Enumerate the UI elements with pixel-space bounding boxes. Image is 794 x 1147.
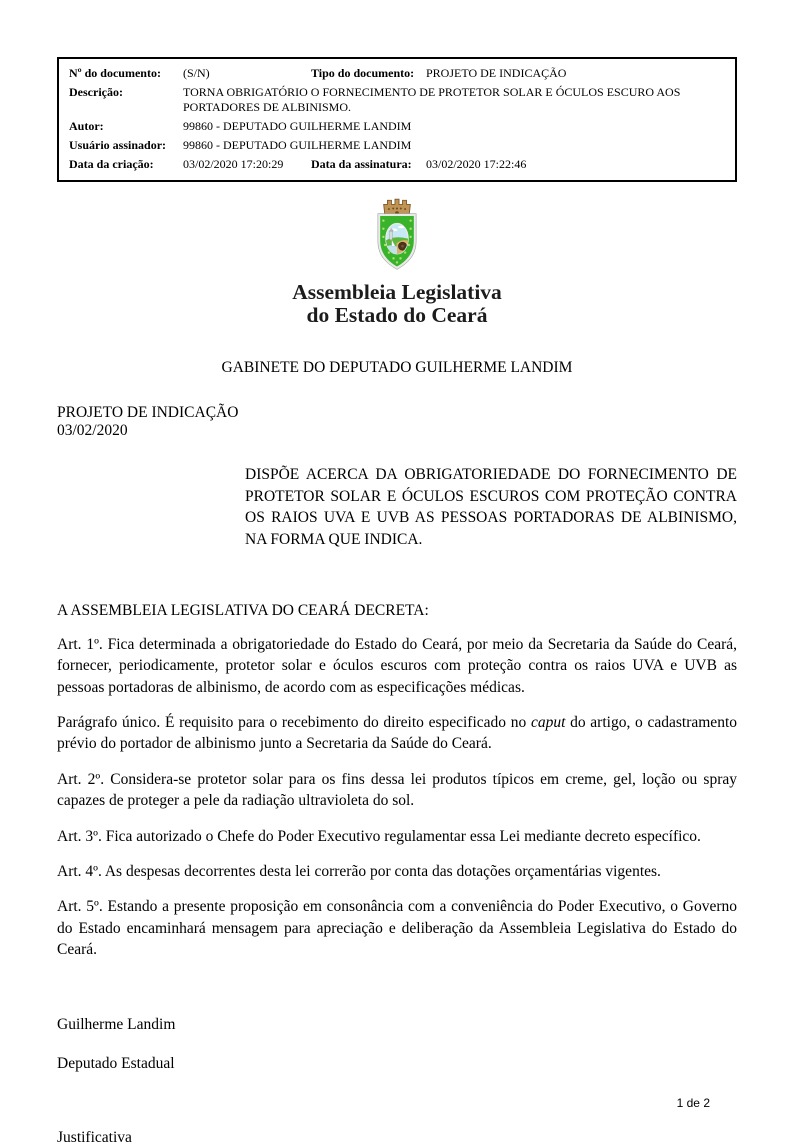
date-line: 03/02/2020 xyxy=(57,422,128,440)
logo-block xyxy=(57,197,737,327)
ementa: DISPÕE ACERCA DA OBRIGATORIEDADE DO FORNECIMENTO DE PROTETOR SOLAR E ÓCULOS ESCUROS COM PROTEÇÃO CONTRA OS RAIOS UVA E UVB AS PESSOAS PORTADORAS DE ALBINISMO, NA FORMA QUE INDICA. xyxy=(245,466,737,548)
page-number: 1 de 2 xyxy=(676,1096,710,1110)
doc-type-line: PROJETO DE INDICAÇÃO xyxy=(57,404,239,422)
creation-date-label: Data da criação: xyxy=(69,157,154,171)
doc-number-label: Nº do documento: xyxy=(69,66,161,80)
office-header: GABINETE DO DEPUTADO GUILHERME LANDIM xyxy=(221,359,573,377)
signature-name: Guilherme Landim xyxy=(57,1016,176,1034)
preamble: A ASSEMBLEIA LEGISLATIVA DO CEARÁ DECRETA: xyxy=(57,601,429,619)
justification-heading: Justificativa xyxy=(57,1129,132,1147)
creation-date-value: 03/02/2020 17:20:29 xyxy=(183,157,284,171)
article-1: Art. 1º. Fica determinada a obrigatoriedade do Estado do Ceará, por meio da Secretaria da Saúde do Ceará, fornecer, periodicamente, protetor solar e óculos escuros com proteção contra os raios UVA e UVB as pessoas portadoras de albinismo, de acordo com as especificações médicas. xyxy=(57,635,737,696)
paragrafo-unico xyxy=(57,712,737,755)
description-label: Descrição: xyxy=(69,85,123,99)
author-value: 99860 - DEPUTADO GUILHERME LANDIM xyxy=(183,119,412,133)
metadata-row-number-type xyxy=(59,64,735,83)
paragrafo-unico-post: do artigo, o cadastramento prévio do portador de albinismo junto a Secretaria da Saúde do Ceará. xyxy=(57,714,737,753)
signature-date-label: Data da assinatura: xyxy=(311,157,412,171)
author-label: Autor: xyxy=(69,119,104,133)
doc-type-value: PROJETO DE INDICAÇÃO xyxy=(426,66,567,80)
metadata-row-dates xyxy=(59,155,735,174)
signature-date-value: 03/02/2020 17:22:46 xyxy=(426,157,527,171)
signature-role: Deputado Estadual xyxy=(57,1055,175,1073)
doc-type-label: Tipo do documento: xyxy=(311,66,415,80)
paragrafo-unico-caput: caput xyxy=(530,714,566,732)
article-4: Art. 4º. As despesas decorrentes desta lei correrão por conta das dotações orçamentárias vigentes. xyxy=(57,862,661,880)
metadata-row-description xyxy=(59,83,735,117)
ceara-coat-of-arms-icon xyxy=(368,258,426,275)
description-value: TORNA OBRIGATÓRIO O FORNECIMENTO DE PROTETOR SOLAR E ÓCULOS ESCURO AOS PORTADORES DE ALBINISMO. xyxy=(183,85,681,114)
article-2: Art. 2º. Considera-se protetor solar para os fins dessa lei produtos típicos em creme, gel, loção ou spray capazes de proteger a pele da radiação ultravioleta do sol. xyxy=(57,770,737,810)
org-name xyxy=(57,281,737,327)
paragrafo-unico-pre: Parágrafo único. É requisito para o recebimento do direito especificado no xyxy=(57,714,531,732)
org-name-line2: do Estado do Ceará xyxy=(306,303,488,328)
doc-number-value: (S/N) xyxy=(183,66,210,80)
metadata-table xyxy=(57,57,737,182)
article-5: Art. 5º. Estando a presente proposição em consonância com a conveniência do Poder Executivo, o Governo do Estado encaminhará mensagem para apreciação e deliberação da Assembleia Legislativa do Estado do Ceará. xyxy=(57,898,737,959)
metadata-row-author xyxy=(59,117,735,136)
signer-label: Usuário assinador: xyxy=(69,138,167,152)
signer-value: 99860 - DEPUTADO GUILHERME LANDIM xyxy=(183,138,412,152)
article-3: Art. 3º. Fica autorizado o Chefe do Poder Executivo regulamentar essa Lei mediante decreto específico. xyxy=(57,827,701,845)
org-name-line1: Assembleia Legislativa xyxy=(292,280,502,304)
metadata-row-signer xyxy=(59,136,735,155)
